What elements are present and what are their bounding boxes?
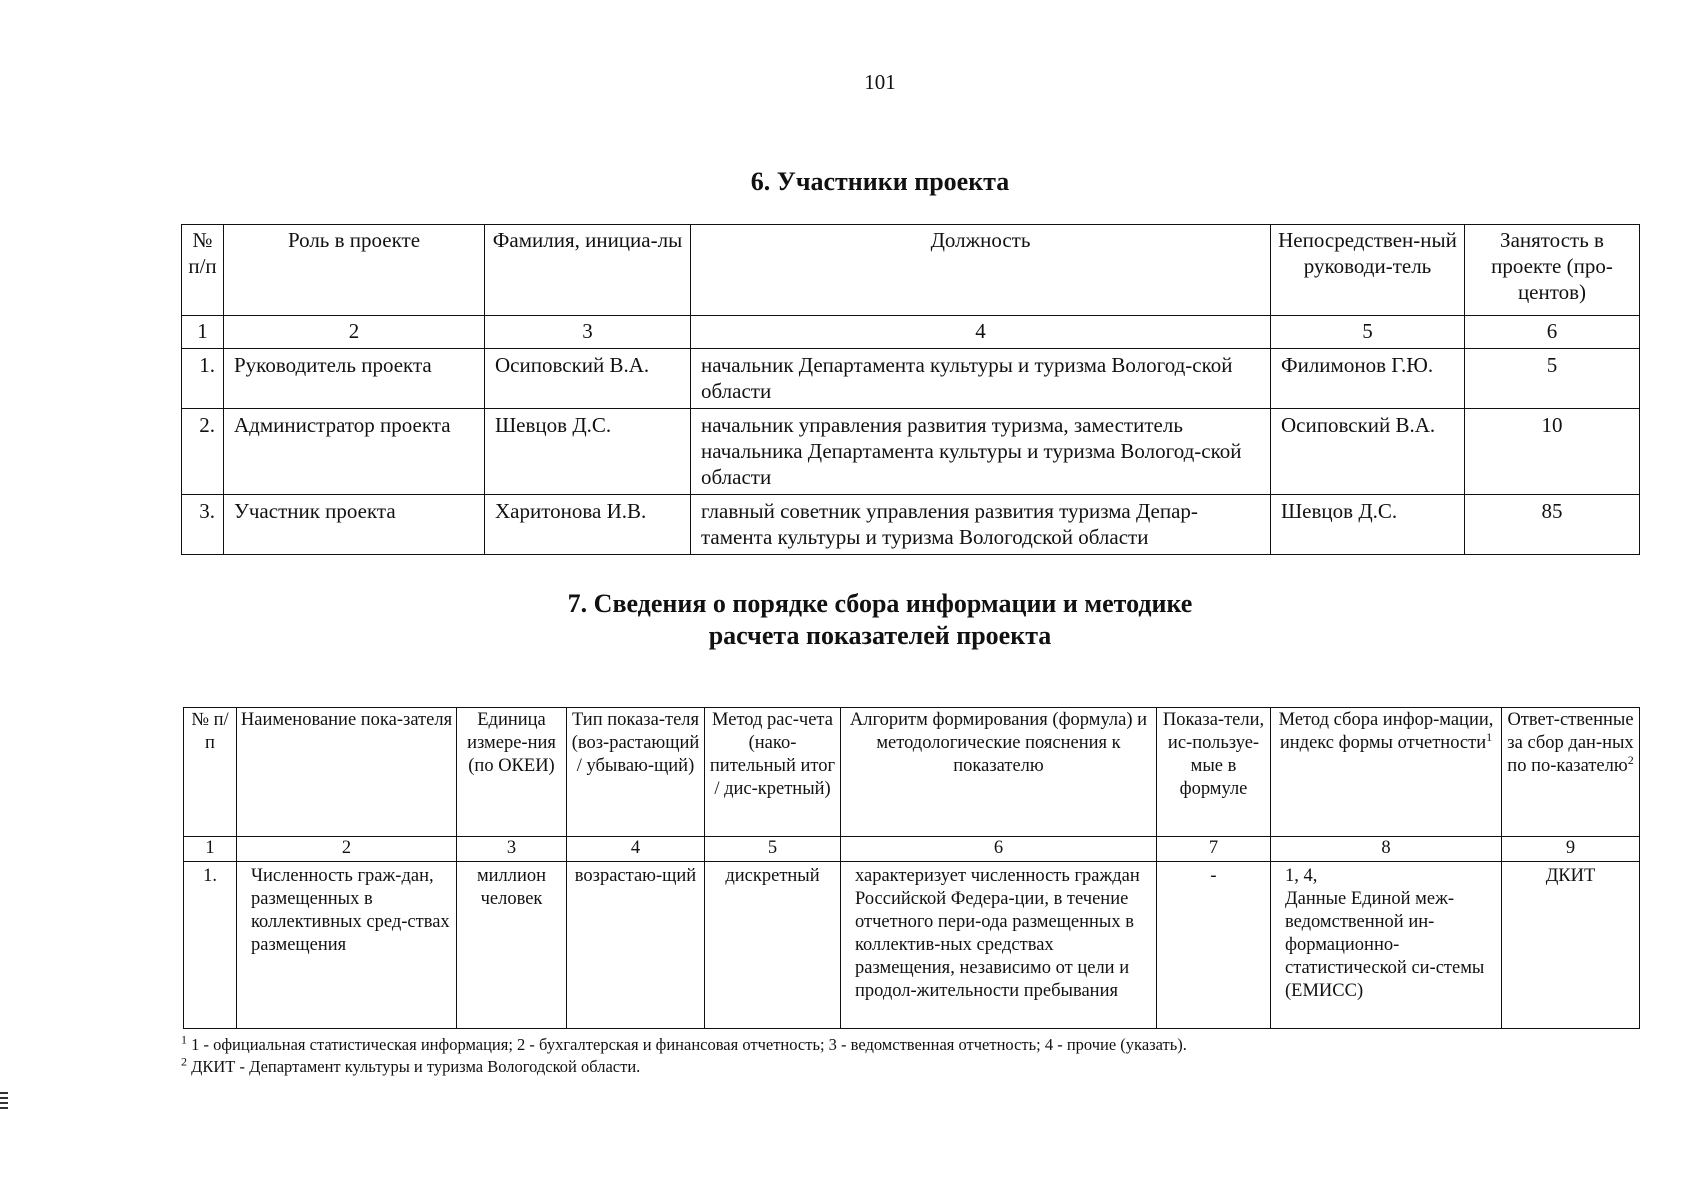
- header-name: Фамилия, инициа-лы: [485, 225, 691, 316]
- position-cell: главный советник управления развития туризма Депар-тамента культуры и туризма Вологодской области: [691, 495, 1271, 555]
- role-cell: Руководитель проекта: [224, 349, 485, 409]
- col-number: 2: [237, 837, 457, 862]
- indicator-name-cell: Численность граж-дан, размещенных в коллективных сред-ствах размещения: [237, 862, 457, 1029]
- col-number: 4: [691, 316, 1271, 349]
- indicators-header-row: [184, 708, 1640, 837]
- header-collection-method: [1271, 708, 1502, 837]
- table-row: [182, 495, 1640, 555]
- section-6-title: 6. Участники проекта: [750, 167, 1010, 196]
- scan-margin-marks: [0, 1092, 8, 1112]
- row-index: 3.: [182, 495, 224, 555]
- participants-table: [181, 224, 1640, 555]
- section-7-title-line1: 7. Сведения о порядке сбора информации и методике: [567, 589, 1193, 618]
- header-role: Роль в проекте: [224, 225, 485, 316]
- form-index: 1, 4,: [1285, 866, 1318, 886]
- col-number: 8: [1271, 837, 1502, 862]
- col-number: 2: [224, 316, 485, 349]
- header-responsible: [1502, 708, 1640, 837]
- role-cell: Участник проекта: [224, 495, 485, 555]
- footnote-ref: 2: [1627, 752, 1634, 767]
- indicators-table: [183, 707, 1640, 1029]
- supervisor-cell: Осиповский В.А.: [1271, 409, 1465, 495]
- indicator-type-cell: возрастаю-щий: [567, 862, 705, 1029]
- collection-source: Данные Единой меж-ведомственной ин-формационно-статистической си-стемы (ЕМИСС): [1285, 889, 1485, 1001]
- table-row: [182, 349, 1640, 409]
- col-number: 4: [567, 837, 705, 862]
- col-number: 5: [1271, 316, 1465, 349]
- position-cell: начальник управления развития туризма, заместитель начальника Департамента культуры и туризма Вологод-ской области: [691, 409, 1271, 495]
- col-number: 6: [841, 837, 1157, 862]
- footnote-2-mark: 2: [181, 1054, 187, 1069]
- name-cell: Шевцов Д.С.: [485, 409, 691, 495]
- header-number: № п/п: [184, 708, 237, 837]
- formula-indicators-cell: -: [1157, 862, 1271, 1029]
- algorithm-cell: характеризует численность граждан Российской Федера-ции, в течение отчетного пери-ода размещенных в коллектив-ных средствах размещения, независимо от цели и продол-жительности пребывания: [841, 862, 1157, 1029]
- busy-cell: 10: [1465, 409, 1640, 495]
- indicators-column-numbers: [184, 837, 1640, 862]
- footnote-ref: 1: [1486, 729, 1493, 744]
- footnote-1-text: 1 - официальная статистическая информация; 2 - бухгалтерская и финансовая отчетность; 3 - ведомственная отчетность; 4 - прочие (указать).: [191, 1035, 1187, 1054]
- footnote-1-mark: 1: [181, 1032, 187, 1047]
- unit-cell: миллион человек: [457, 862, 567, 1029]
- page-number: 101: [864, 70, 896, 94]
- header-calc-method: Метод рас-чета (нако-пительный итог / дис-кретный): [705, 708, 841, 837]
- header-indicator-type: Тип показа-теля (воз-растающий / убываю-щий): [567, 708, 705, 837]
- row-index: 1.: [184, 862, 237, 1029]
- participants-header-row: [182, 225, 1640, 316]
- header-formula-indicators: Показа-тели, ис-пользуе-мые в формуле: [1157, 708, 1271, 837]
- header-position: Должность: [691, 225, 1271, 316]
- supervisor-cell: Филимонов Г.Ю.: [1271, 349, 1465, 409]
- footnotes: [181, 1034, 1187, 1078]
- section-7-title-line2: расчета показателей проекта: [708, 621, 1052, 650]
- header-indicator-name: Наименование пока-зателя: [237, 708, 457, 837]
- footnote-1: [181, 1034, 1187, 1056]
- header-collection-method-text: Метод сбора инфор-мации, индекс формы отчетности: [1278, 710, 1494, 753]
- position-cell: начальник Департамента культуры и туризма Вологод-ской области: [691, 349, 1271, 409]
- responsible-cell: ДКИТ: [1502, 862, 1640, 1029]
- header-responsible-text: Ответ-ственные за сбор дан-ных по по-казателю: [1507, 710, 1634, 776]
- name-cell: Осиповский В.А.: [485, 349, 691, 409]
- header-supervisor: Непосредствен-ный руководи-тель: [1271, 225, 1465, 316]
- busy-cell: 85: [1465, 495, 1640, 555]
- col-number: 1: [182, 316, 224, 349]
- name-cell: Харитонова И.В.: [485, 495, 691, 555]
- collection-method-cell: [1271, 862, 1502, 1029]
- col-number: 5: [705, 837, 841, 862]
- col-number: 7: [1157, 837, 1271, 862]
- row-index: 1.: [182, 349, 224, 409]
- header-busy: Занятость в проекте (про-центов): [1465, 225, 1640, 316]
- footnote-2: [181, 1056, 1187, 1078]
- participants-column-numbers: [182, 316, 1640, 349]
- col-number: 6: [1465, 316, 1640, 349]
- col-number: 1: [184, 837, 237, 862]
- supervisor-cell: Шевцов Д.С.: [1271, 495, 1465, 555]
- role-cell: Администратор проекта: [224, 409, 485, 495]
- col-number: 9: [1502, 837, 1640, 862]
- calc-method-cell: дискретный: [705, 862, 841, 1029]
- header-algorithm: Алгоритм формирования (формула) и методологические пояснения к показателю: [841, 708, 1157, 837]
- table-row: [182, 409, 1640, 495]
- col-number: 3: [485, 316, 691, 349]
- col-number: 3: [457, 837, 567, 862]
- table-row: [184, 862, 1640, 1029]
- footnote-2-text: ДКИТ - Департамент культуры и туризма Вологодской области.: [191, 1057, 641, 1076]
- header-number: № п/п: [182, 225, 224, 316]
- header-unit: Единица измере-ния (по ОКЕИ): [457, 708, 567, 837]
- row-index: 2.: [182, 409, 224, 495]
- busy-cell: 5: [1465, 349, 1640, 409]
